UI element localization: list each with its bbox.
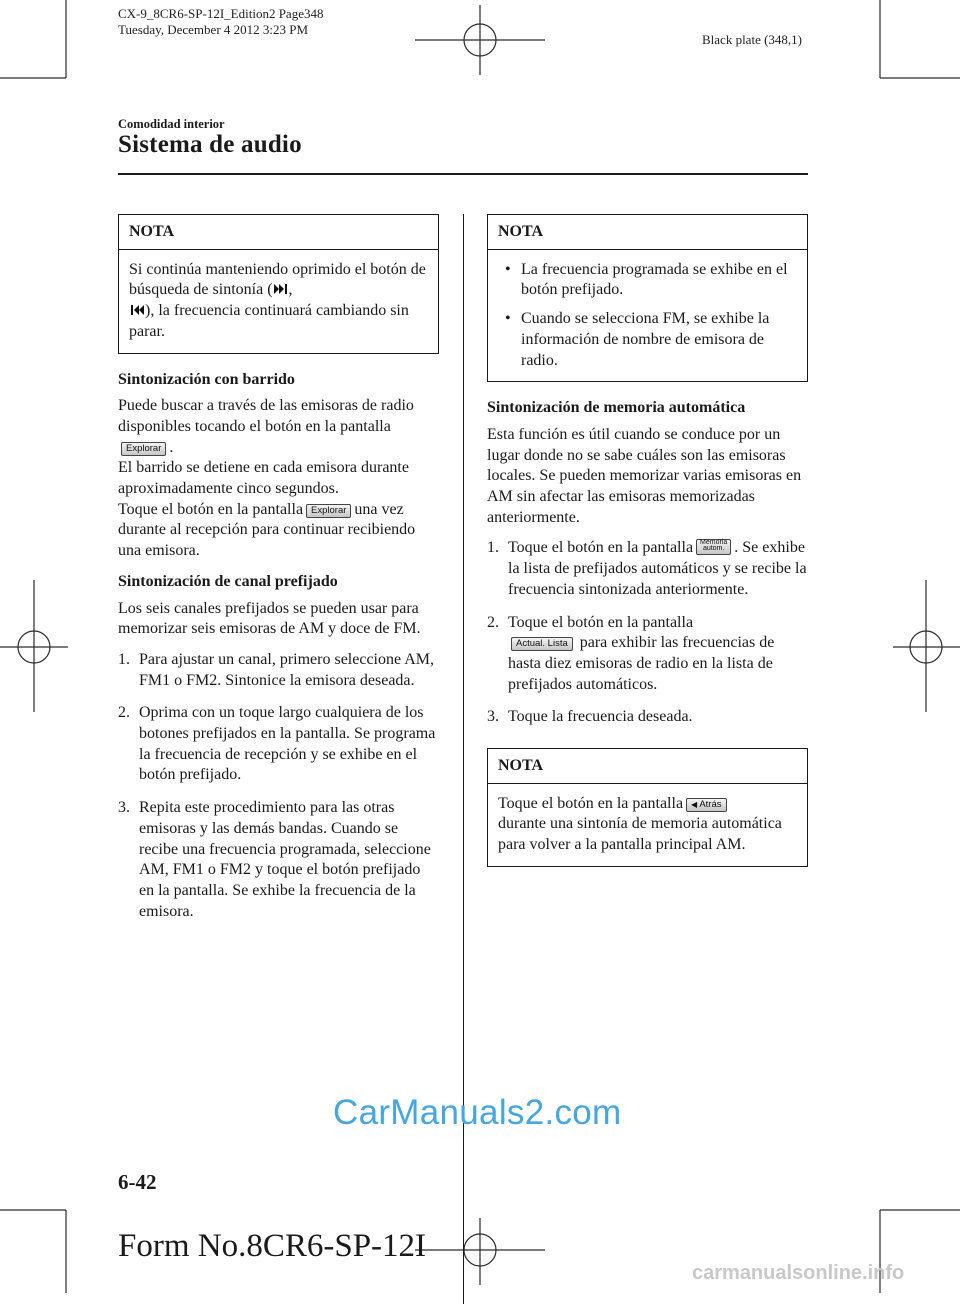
column-divider [463, 214, 464, 1304]
crosshair-bottom [415, 1218, 545, 1285]
right-column [487, 214, 808, 883]
list-item: 1. Toque el botón en la pantalla Memoria autom. . Se exhibe la lista de prefijados automáticos y se recibe la frecuencia sintonizada anteriormente. [487, 538, 807, 598]
crosshair-right [893, 580, 960, 712]
note-body [488, 250, 807, 382]
scan-paragraph: Puede buscar a través de las emisoras de radio disponibles tocando el botón en la pantallaExplorar . El barrido se detiene en cada emisora durante aproximadamente cinco segundos. Toque el botón en la pantalla Explorar una vez durante al recepción para continuar recibiendo una emisora. [118, 397, 416, 560]
atras-button: ◀ Atrás [686, 798, 726, 812]
note-preset [487, 214, 808, 382]
auto-intro: Esta función es útil cuando se conduce por un lugar donde no se sabe cuáles son las emisoras locales. Se pueden memorizar varias emisoras en AM sin afectar las emisoras memorizadas anteriormente. [487, 425, 802, 526]
page-title: Sistema de audio [118, 131, 302, 158]
form-number: Form No.8CR6-SP-12I [118, 1228, 427, 1264]
footer-site: carmanualsonline.info [692, 1262, 905, 1284]
explorar-button: Explorar [306, 504, 351, 518]
auto-heading: Sintonización de memoria automática [487, 399, 746, 417]
skip-forward-icon [274, 283, 288, 295]
crosshair-top [415, 5, 545, 75]
page-number: 6-42 [118, 1170, 157, 1194]
note-heading: NOTA [488, 749, 807, 784]
note-body: Si continúa manteniendo oprimido el botón de búsqueda de sintonía ( , ), la frecuencia continuará cambiando sin parar. [129, 260, 426, 340]
note-back [487, 748, 808, 867]
skip-back-icon [130, 304, 144, 316]
plate-info [118, 6, 323, 38]
crosshair-left [0, 580, 68, 712]
list-item: 2. Oprima con un toque largo cualquiera de los botones prefijados en la pantalla. Se programa la frecuencia de recepción y se exhibe en el botón prefijado. [118, 704, 436, 784]
list-item: 2. Toque el botón en la pantalla Actual. Lista para exhibir las frecuencias de hasta diez emisoras de radio en la lista de prefijados automáticos. [487, 613, 775, 693]
auto-steps [487, 538, 808, 728]
memoria-autom-button: Memoria autom. [696, 539, 731, 555]
list-item: 1. Para ajustar un canal, primero seleccione AM, FM1 o FM2. Sintonice la emisora deseada. [118, 650, 434, 689]
note-heading: NOTA [119, 215, 438, 250]
list-item: 3. Toque la frecuencia deseada. [487, 708, 693, 726]
actual-lista-button: Actual. Lista [511, 637, 573, 651]
note-heading: NOTA [488, 215, 807, 250]
section-name: Comodidad interior [118, 117, 225, 131]
plate-date: Tuesday, December 4 2012 3:23 PM [118, 22, 309, 37]
header-rule [118, 173, 808, 175]
note-body: Toque el botón en la pantalla ◀ Atrás durante una sintonía de memoria automática para volver a la pantalla principal AM. [498, 794, 782, 854]
list-item: • Cuando se selecciona FM, se exhibe la información de nombre de emisora de radio. [521, 309, 797, 371]
explorar-button: Explorar [121, 442, 166, 456]
list-item: • La frecuencia programada se exhibe en el botón prefijado. [521, 260, 797, 301]
scan-heading: Sintonización con barrido [118, 370, 295, 388]
left-column [118, 214, 439, 934]
watermark: CarManuals2.com [333, 1093, 622, 1132]
note-seek [118, 214, 439, 354]
preset-heading: Sintonización de canal prefijado [118, 572, 338, 590]
preset-steps [118, 650, 439, 922]
plate-file: CX-9_8CR6-SP-12I_Edition2 Page348 [118, 6, 324, 21]
list-item: 3. Repita este procedimiento para las otras emisoras y las demás bandas. Cuando se recibe una frecuencia programada, seleccione AM, FM1 o FM2 y toque el botón prefijado en la pantalla. Se exhibe la frecuencia de la emisora. [118, 799, 431, 920]
preset-intro: Los seis canales prefijados se pueden usar para memorizar seis emisoras de AM y doce de FM. [118, 599, 421, 638]
plate-color: Black plate (348,1) [702, 32, 802, 47]
